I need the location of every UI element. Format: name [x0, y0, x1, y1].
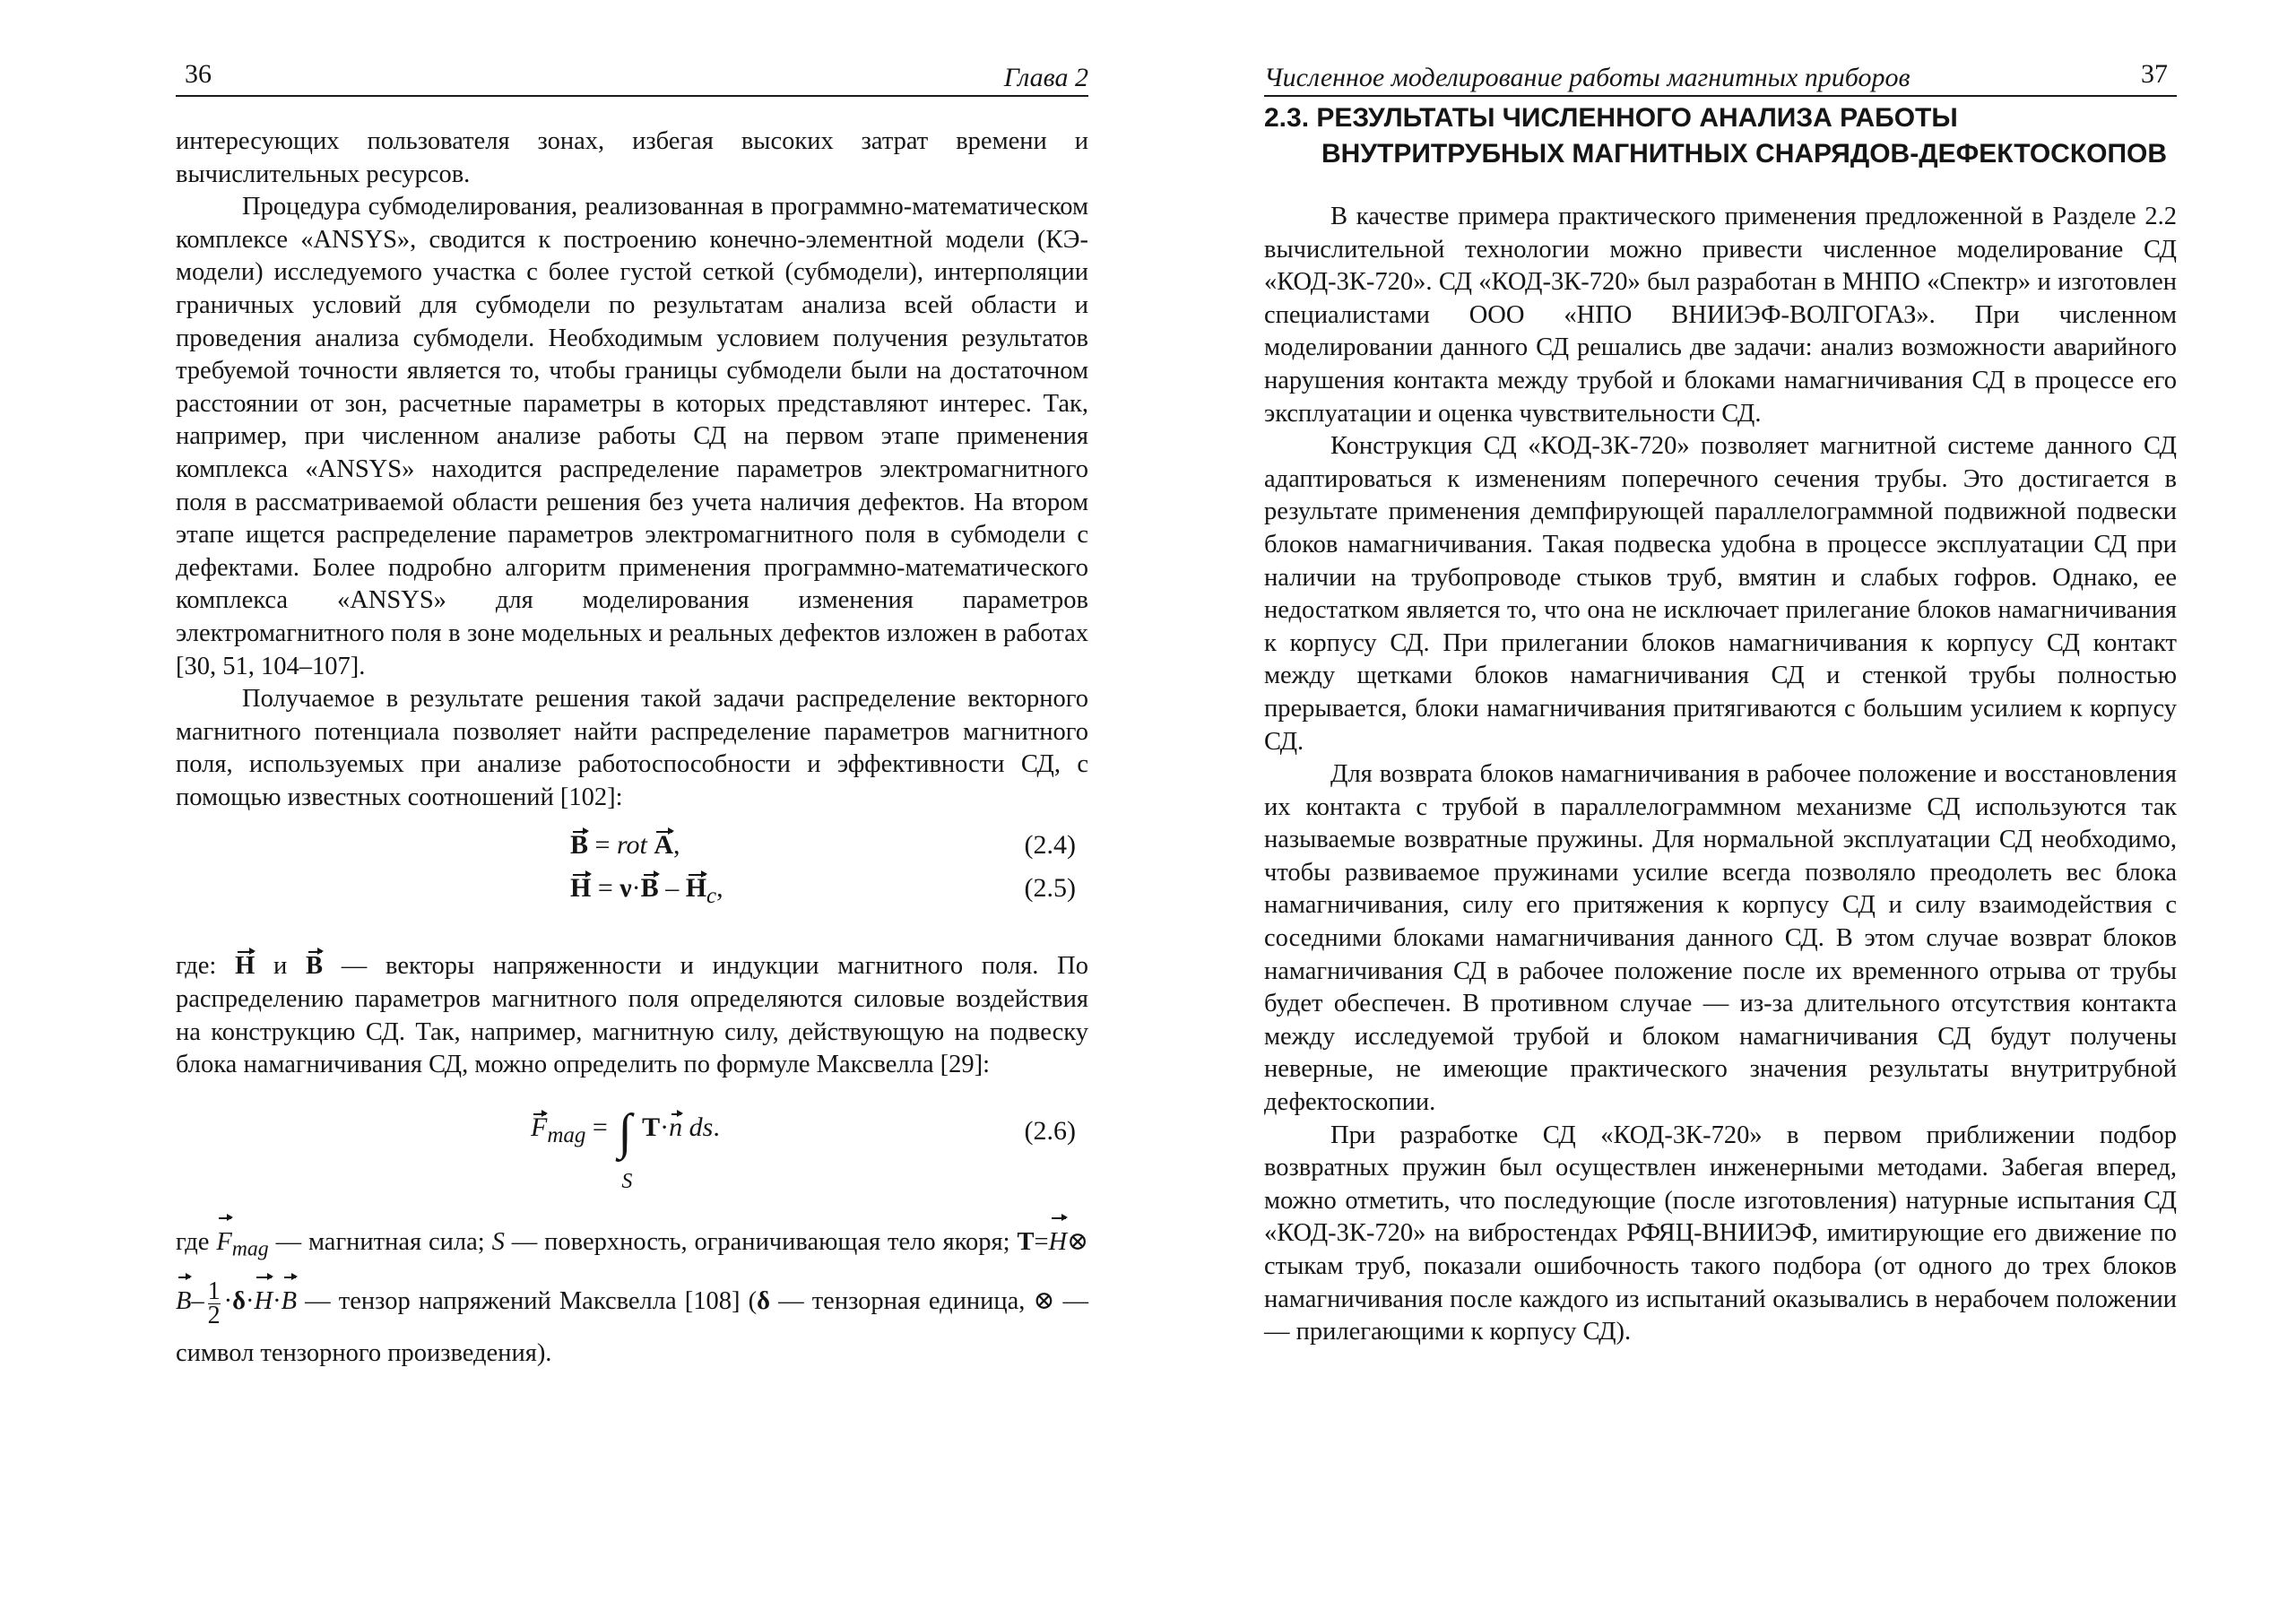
paragraph: При разработке СД «КОД-3К-720» в первом приближении подбор возвратных пружин был осуществлен инженерными методами. Забегая вперед, можно отметить, что последующие (после изготовления) натурные испытания СД «КОД-3К-720» на вибростендах РФЯЦ-ВНИИЭФ, имитирующие его движение по стыкам труб, показали ошибочность такого подбора (от одного до трех блоков намагничивания после каждого из испытаний оказывались в нерабочем положении — прилегающими к корпусу СД). [1264, 1121, 2177, 1346]
equation-number: (2.6) [1024, 1115, 1076, 1146]
right-page-header [1264, 52, 2177, 97]
equation-number: (2.5) [1024, 873, 1076, 904]
paragraph: В качестве примера практического применения предложенной в Разделе 2.2 вычислительной технологии можно привести численное моделирование СД «КОД-3К-720». СД «КОД-3К-720» был разработан в МНПО «Спектр» и изготовлен специалистами ООО «НПО ВНИИЭФ-ВОЛГОГАЗ». При численном моделировании данного СД решались две задачи: анализ возможности аварийного нарушения контакта между трубой и блоками намагничивания СД в процессе его эксплуатации и оценка чувствительности СД. [1264, 203, 2177, 428]
equation-number: (2.4) [1024, 830, 1076, 861]
page-number: 36 [185, 59, 212, 89]
right-page-body [1264, 100, 2177, 1349]
paragraph: Получаемое в результате решения такой задачи распределение векторного магнитного потенциала позволяет найти распределение параметров магнитного поля, используемых при анализе работоспособности и эффективности СД, с помощью известных соотношений [102]: [176, 685, 1088, 811]
page-number: 37 [2141, 59, 2168, 89]
paragraph: где: H и B — векторы напряженности и индукции магнитного поля. По распределению параметров магнитного поля определяются силовые воздействия на конструкцию СД. Так, например, магнитную силу, действующую на подвеску блока намагничивания СД, можно определить по формуле Максвелла [29]: [176, 952, 1088, 1079]
running-title: Численное моделирование работы магнитных приборов [1264, 63, 1910, 92]
equation-2-4: B = rot A, (2.4) [570, 830, 1076, 861]
left-page-header [176, 52, 1088, 97]
running-title: Глава 2 [1003, 63, 1088, 92]
right-page [1264, 0, 2177, 1610]
equation-2-5: $H = \nu\cdot B - H_c$, (2.5) [570, 873, 1076, 909]
paragraph: Конструкция СД «КОД-3К-720» позволяет магнитной системе данного СД адаптироваться к изменениям поперечного сечения трубы. Это достигается в результате применения демпфирующей параллелограммной подвижной подвески блоков намагничивания. Такая подвеска удобна в процессе эксплуатации СД при наличии на трубопроводе стыков труб, вмятин и слабых гофров. Однако, ее недостатком является то, что она не исключает прилегание блоков намагничивания к корпусу СД. При прилегании блоков намагничивания к корпусу СД контакт между щетками блоков намагничивания СД и стенкой трубы полностью прерывается, блоки намагничивания притягиваются с большим усилием к корпусу СД. [1264, 432, 2177, 756]
paragraph: где $F_{mag}$ — магнитная сила; S — поверхность, ограничивающая тело якоря; T=H⊗B– $\frac{1}{2}$ ·δ·H·B — тензор напряжений Максвелла [108] (δ — тензорная единица, ⊗ — символ тензорного произведения). [176, 1216, 1088, 1380]
left-page [176, 0, 1088, 1610]
section-heading: 2.3. РЕЗУЛЬТАТЫ ЧИСЛЕННОГО АНАЛИЗА РАБОТЫ ВНУТРИТРУБНЫХ МАГНИТНЫХ СНАРЯДОВ-ДЕФЕКТОСКОПОВ [1264, 103, 2168, 169]
paragraph: Для возврата блоков намагничивания в рабочее положение и восстановления их контакта с трубой в параллелограммном механизме СД используются так называемые возвратные пружины. Для нормальной эксплуатации СД необходимо, чтобы развиваемое пружинами усилие всегда позволяло преодолеть вес блока намагничивания, силу его притяжения к корпусу СД и силу взаимодействия с соседними блоками намагничивания данного СД. В этом случае возврат блоков намагничивания СД в рабочее положение после их временного отрыва от трубы будет обеспечен. В противном случае — из-за длительного отсутствия контакта между исследуемой трубой и блоком намагничивания СД будут получены неверные, не имеющие практического значения результаты внутритрубной дефектоскопии. [1264, 760, 2177, 1117]
left-page-body [176, 126, 1088, 1380]
paragraph: Процедура субмоделирования, реализованная в программно-математическом комплексе «ANSYS», сводится к построению конечно-элементной модели (КЭ-модели) исследуемого участка с более густой сеткой (субмодели), интерполяции граничных условий для субмодели по результатам анализа всей области и проведения анализа субмодели. Необходимым условием получения результатов требуемой точности является то, чтобы границы субмодели были на достаточном расстоянии от зон, расчетные параметры в которых представляют интерес. Так, например, при численном анализе работы СД на первом этапе применения комплекса «ANSYS» находится распределение параметров электромагнитного поля в рассматриваемой области решения без учета наличия дефектов. На втором этапе ищется распределение параметров электромагнитного поля в субмодели с дефектами. Более подробно алгоритм применения программно-математического комплекса «ANSYS» для моделирования изменения параметров электромагнитного поля в зоне модельных и реальных дефектов изложен в работах [30, 51, 104–107]. [176, 193, 1088, 680]
equation-2-6: $F_{mag}$ = ∫ S T·n ds. (2.6) [531, 1104, 1076, 1193]
paragraph: интересующих пользователя зонах, избегая высоких затрат времени и вычислительных ресурсов. [176, 127, 1088, 188]
